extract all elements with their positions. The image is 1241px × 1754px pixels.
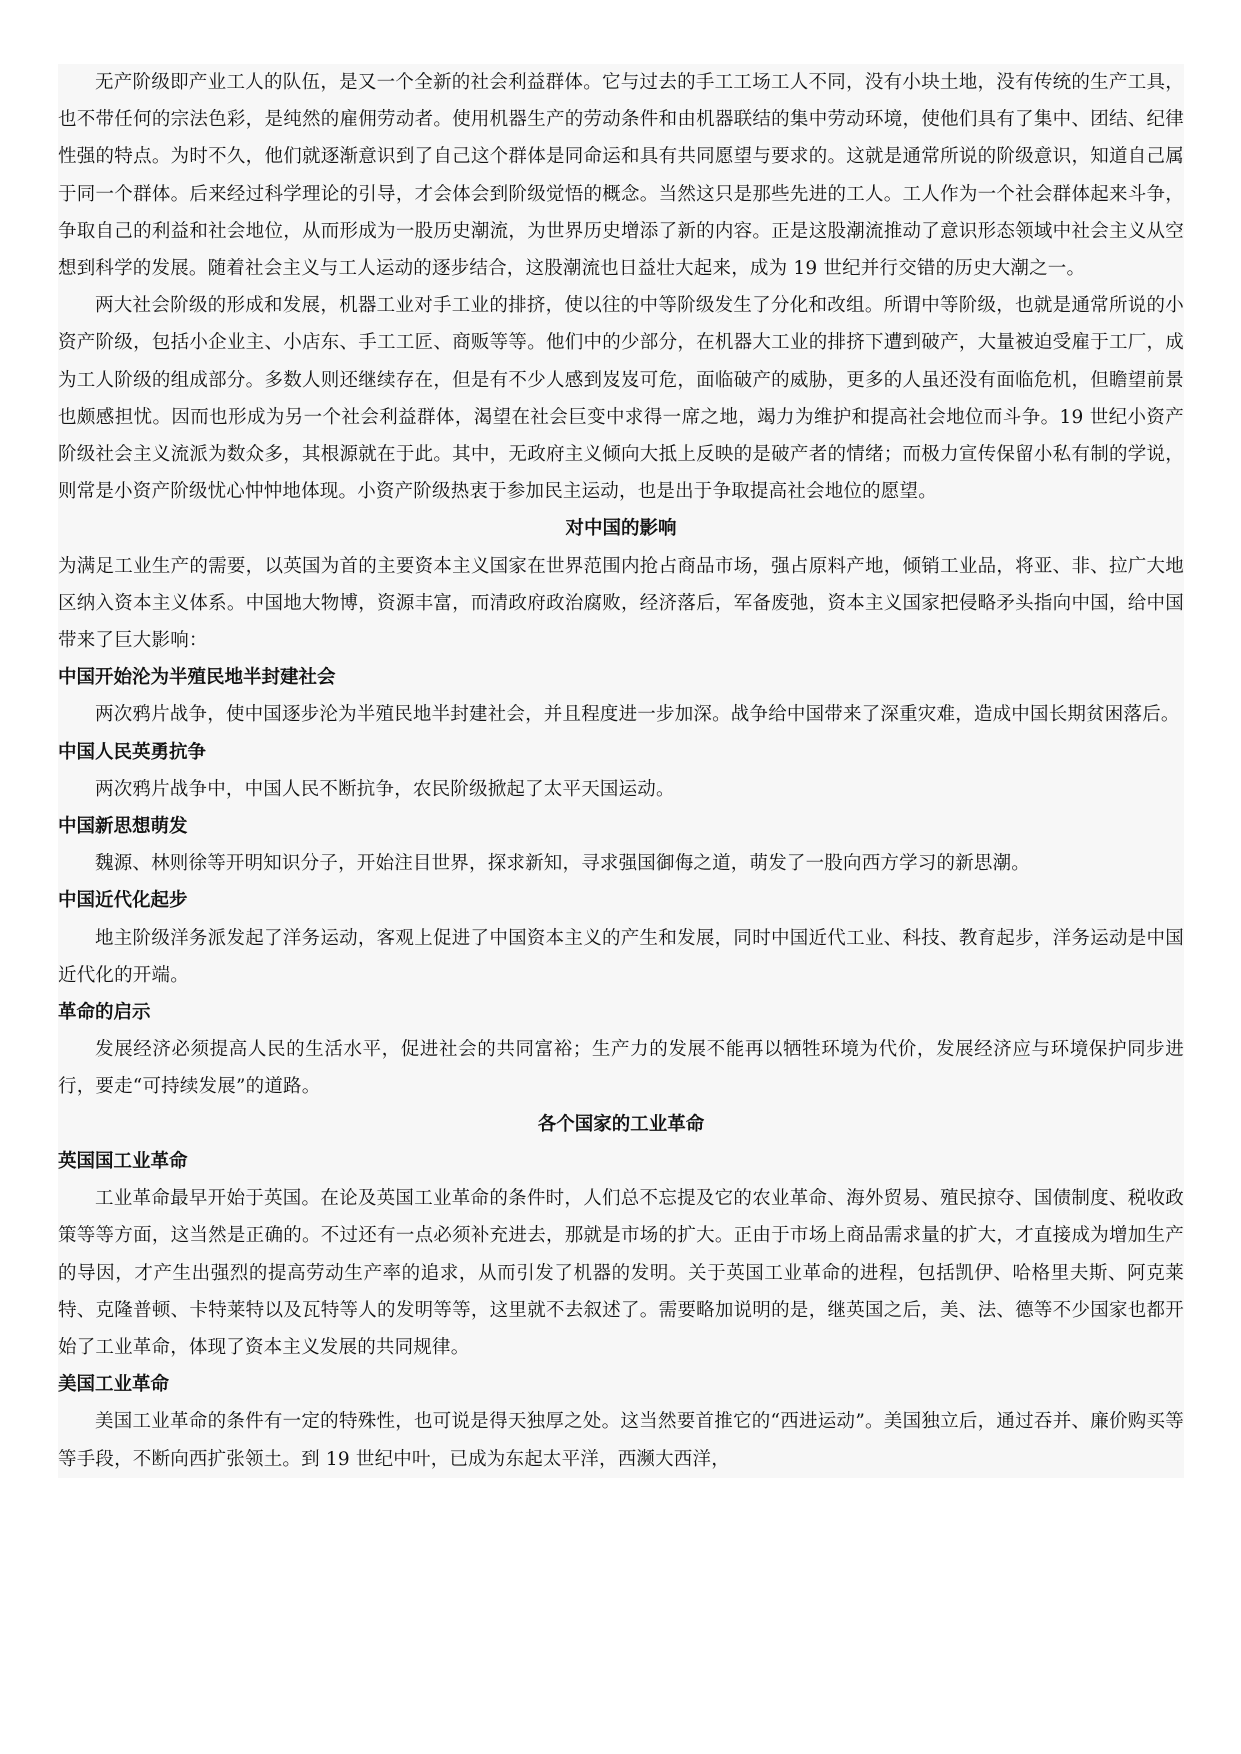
paragraph-new-thoughts: 魏源、林则徐等开明知识分子，开始注目世界，探求新知，寻求强国御侮之道，萌发了一股向西方学习的新思潮。 bbox=[95, 853, 1031, 875]
paragraph-lessons: 发展经济必须提高人民的生活水平，促进社会的共同富裕；生产力的发展不能再以牺牲环境为代价，发展经济应与环境保护同步进行，要走“可持续发展”的道路。 bbox=[58, 1039, 1184, 1098]
subheading-usa: 美国工业革命 bbox=[58, 1374, 170, 1396]
section-title-impact-on-china: 对中国的影响 bbox=[565, 518, 677, 540]
document-body bbox=[58, 64, 1184, 1478]
subheading-semi-colonial: 中国开始沦为半殖民地半封建社会 bbox=[58, 667, 336, 689]
paragraph-usa: 美国工业革命的条件有一定的特殊性，也可说是得天独厚之处。这当然要首推它的“西进运动”。美国独立后，通过吞并、廉价购买等等手段，不断向西扩张领土。到 19 世纪中叶，已成为东起太平洋，西濒大西洋， bbox=[58, 1411, 1184, 1470]
paragraph-britain: 工业革命最早开始于英国。在论及英国工业革命的条件时，人们总不忘提及它的农业革命、海外贸易、殖民掠夺、国债制度、税收政策等等方面，这当然是正确的。不过还有一点必须补充进去，那就是市场的扩大。正由于市场上商品需求量的扩大，才直接成为增加生产的导因，才产生出强烈的提高劳动生产率的追求，从而引发了机器的发明。关于英国工业革命的进程，包括凯伊、哈格里夫斯、阿克莱特、克隆普顿、卡特莱特以及瓦特等人的发明等等，这里就不去叙述了。需要略加说明的是，继英国之后，美、法、德等不少国家也都开始了工业革命，体现了资本主义发展的共同规律。 bbox=[58, 1188, 1184, 1358]
paragraph-opium-wars: 两次鸦片战争，使中国逐步沦为半殖民地半封建社会，并且程度进一步加深。战争给中国带来了深重灾难，造成中国长期贫困落后。 bbox=[95, 704, 1180, 726]
subheading-modernization: 中国近代化起步 bbox=[58, 890, 188, 912]
paragraph-impact-intro: 为满足工业生产的需要，以英国为首的主要资本主义国家在世界范围内抢占商品市场，强占原料产地，倾销工业品，将亚、非、拉广大地区纳入资本主义体系。中国地大物博，资源丰富，而清政府政治腐败，经济落后，军备废弛，资本主义国家把侵略矛头指向中国，给中国带来了巨大影响： bbox=[58, 555, 1184, 652]
paragraph-resistance: 两次鸦片战争中，中国人民不断抗争，农民阶级掀起了太平天国运动。 bbox=[95, 778, 675, 800]
subheading-new-thoughts: 中国新思想萌发 bbox=[58, 816, 188, 838]
subheading-revolution-lessons: 革命的启示 bbox=[58, 1002, 151, 1024]
paragraph-modernization: 地主阶级洋务派发起了洋务运动，客观上促进了中国资本主义的产生和发展，同时中国近代工业、科技、教育起步，洋务运动是中国近代化的开端。 bbox=[58, 927, 1184, 986]
paragraph-middle-class: 两大社会阶级的形成和发展，机器工业对手工业的排挤，使以往的中等阶级发生了分化和改组。所谓中等阶级，也就是通常所说的小资产阶级，包括小企业主、小店东、手工工匠、商贩等等。他们中的少部分，在机器大工业的排挤下遭到破产，大量被迫受雇于工厂，成为工人阶级的组成部分。多数人则还继续存在，但是有不少人感到岌岌可危，面临破产的威胁，更多的人虽还没有面临危机，但瞻望前景也颇感担忧。因而也形成为另一个社会利益群体，渴望在社会巨变中求得一席之地，竭力为维护和提高社会地位而斗争。19 世纪小资产阶级社会主义流派为数众多，其根源就在于此。其中，无政府主义倾向大抵上反映的是破产者的情绪；而极力宣传保留小私有制的学说，则常是小资产阶级忧心忡忡地体现。小资产阶级热衷于参加民主运动，也是出于争取提高社会地位的愿望。 bbox=[58, 295, 1184, 503]
section-title-countries-industrial-revolution: 各个国家的工业革命 bbox=[537, 1113, 705, 1135]
subheading-britain: 英国国工业革命 bbox=[58, 1150, 188, 1172]
paragraph-proletariat: 无产阶级即产业工人的队伍，是又一个全新的社会利益群体。它与过去的手工工场工人不同，没有小块土地，没有传统的生产工具，也不带任何的宗法色彩，是纯然的雇佣劳动者。使用机器生产的劳动条件和由机器联结的集中劳动环境，使他们具有了集中、团结、纪律性强的特点。为时不久，他们就逐渐意识到了自己这个群体是同命运和具有共同愿望与要求的。这就是通常所说的阶级意识，知道自己属于同一个群体。后来经过科学理论的引导，才会体会到阶级觉悟的概念。当然这只是那些先进的工人。工人作为一个社会群体起来斗争，争取自己的利益和社会地位，从而形成为一股历史潮流，为世界历史增添了新的内容。正是这股潮流推动了意识形态领域中社会主义从空想到科学的发展。随着社会主义与工人运动的逐步结合，这股潮流也日益壮大起来，成为 19 世纪并行交错的历史大潮之一。 bbox=[58, 72, 1184, 280]
subheading-people-resist: 中国人民英勇抗争 bbox=[58, 741, 207, 763]
